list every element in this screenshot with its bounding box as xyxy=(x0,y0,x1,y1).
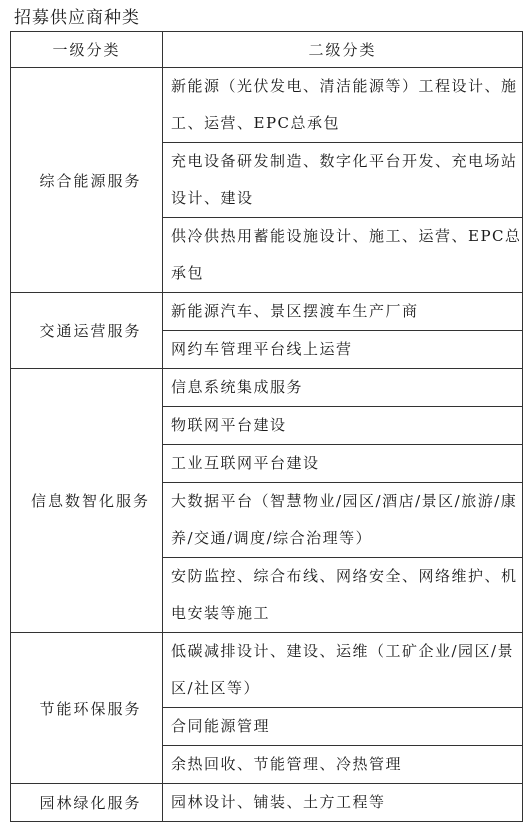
secondary-category-cell: 大数据平台（智慧物业/园区/酒店/景区/旅游/康养/交通/调度/综合治理等） xyxy=(163,483,523,558)
header-primary-category: 一级分类 xyxy=(11,32,163,68)
secondary-category-cell: 充电设备研发制造、数字化平台开发、充电场站设计、建设 xyxy=(163,143,523,218)
primary-category-cell: 节能环保服务 xyxy=(11,633,163,784)
supplier-category-table xyxy=(10,31,523,822)
table-row xyxy=(11,369,523,407)
secondary-category-cell: 合同能源管理 xyxy=(163,708,523,746)
primary-category-cell: 园林绿化服务 xyxy=(11,784,163,822)
table-row xyxy=(11,293,523,331)
primary-category-cell: 信息数智化服务 xyxy=(11,369,163,633)
document-title: 招募供应商种类 xyxy=(14,8,140,28)
secondary-category-cell: 新能源（光伏发电、清洁能源等）工程设计、施工、运营、EPC总承包 xyxy=(163,68,523,143)
header-row xyxy=(11,32,523,68)
table-row xyxy=(11,68,523,143)
secondary-category-cell: 物联网平台建设 xyxy=(163,407,523,445)
header-secondary-category: 二级分类 xyxy=(163,32,523,68)
secondary-category-cell: 安防监控、综合布线、网络安全、网络维护、机电安装等施工 xyxy=(163,558,523,633)
secondary-category-cell: 低碳减排设计、建设、运维（工矿企业/园区/景区/社区等） xyxy=(163,633,523,708)
primary-category-cell: 综合能源服务 xyxy=(11,68,163,293)
table-row xyxy=(11,633,523,708)
secondary-category-cell: 新能源汽车、景区摆渡车生产厂商 xyxy=(163,293,523,331)
secondary-category-cell: 余热回收、节能管理、冷热管理 xyxy=(163,746,523,784)
primary-category-cell: 交通运营服务 xyxy=(11,293,163,369)
secondary-category-cell: 工业互联网平台建设 xyxy=(163,445,523,483)
secondary-category-cell: 网约车管理平台线上运营 xyxy=(163,331,523,369)
secondary-category-cell: 园林设计、铺装、土方工程等 xyxy=(163,784,523,822)
secondary-category-cell: 供冷供热用蓄能设施设计、施工、运营、EPC总承包 xyxy=(163,218,523,293)
table-row xyxy=(11,784,523,822)
secondary-category-cell: 信息系统集成服务 xyxy=(163,369,523,407)
